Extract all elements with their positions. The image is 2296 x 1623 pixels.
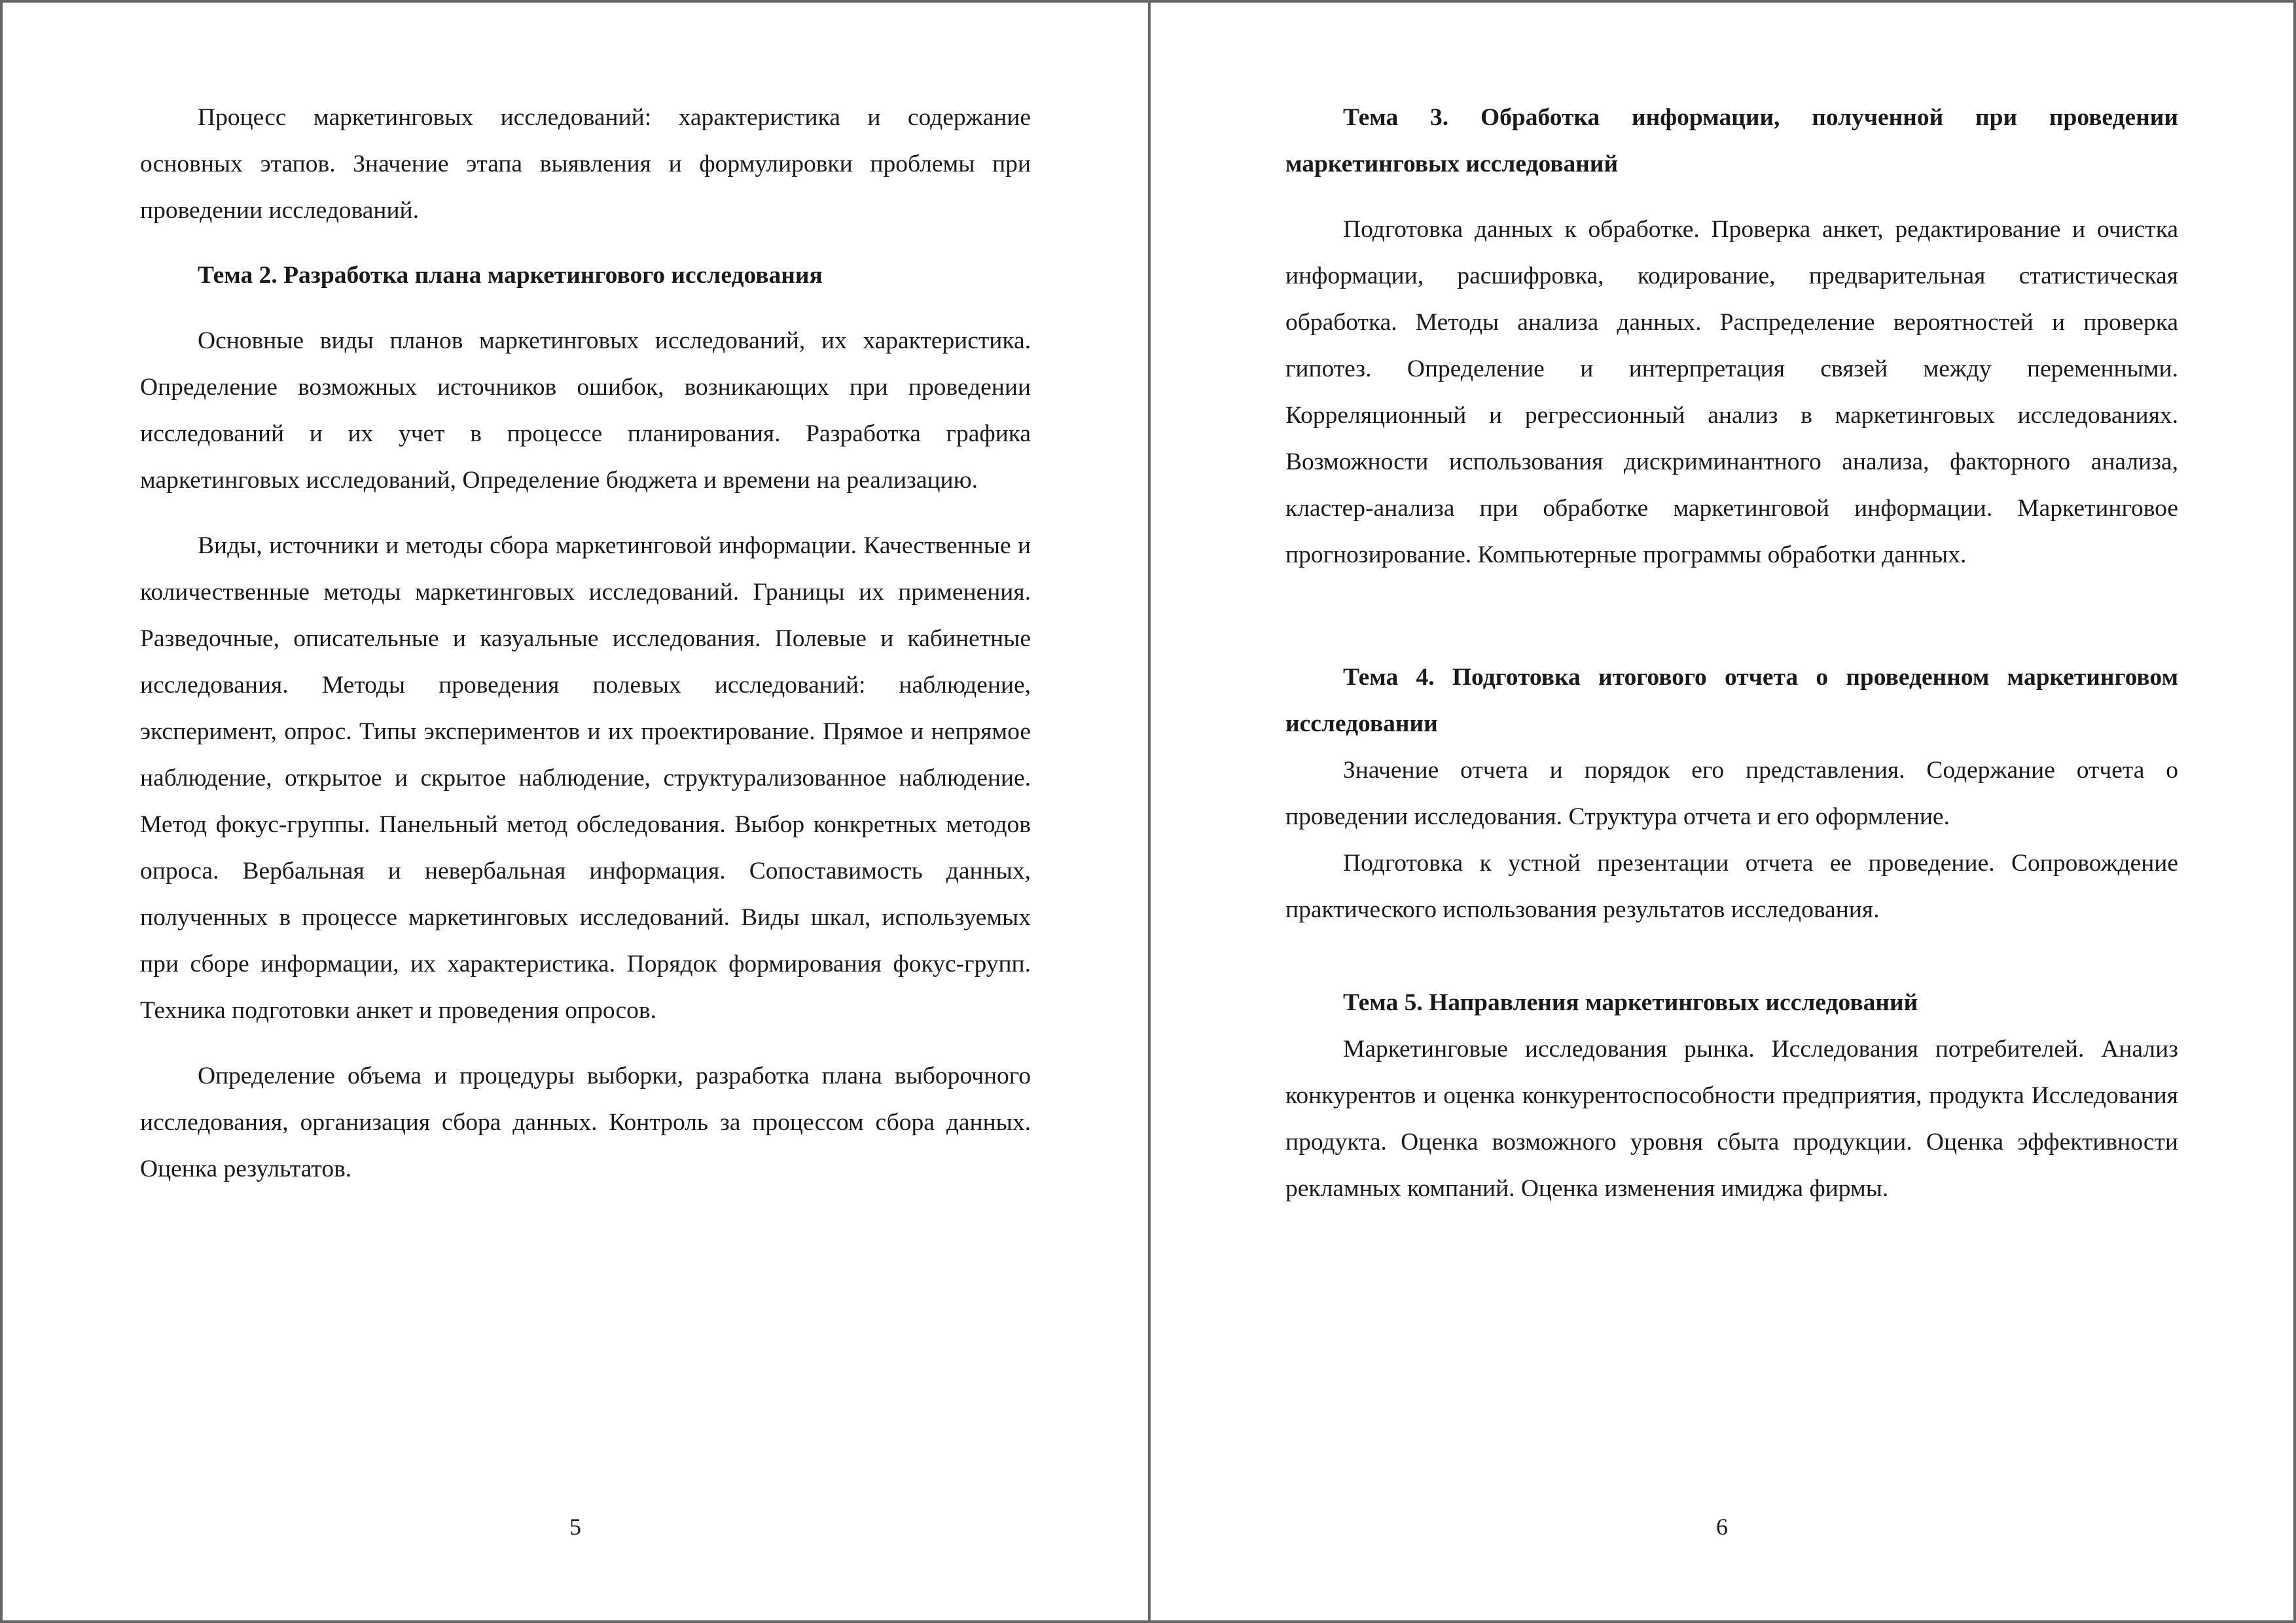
page-5-content <box>140 3 1031 1192</box>
topic-2-heading: Тема 2. Разработка плана маркетингового исследования <box>198 262 823 289</box>
page-number: 6 <box>1716 1514 1728 1540</box>
paragraph: Определение объема и процедуры выборки, разработка плана выборочного исследования, организация сбора данных. Контроль за процессом сбора данных. Оценка результатов. <box>140 1063 1031 1182</box>
paragraph: Основные виды планов маркетинговых исследований, их характеристика. Определение возможных источников ошибок, возникающих при проведении исследований и их учет в процессе планирования. Разработка графика маркетинговых исследований, Определение бюджета и времени на реализацию. <box>140 327 1031 494</box>
page-6-content <box>1285 3 2178 1212</box>
paragraph: Подготовка данных к обработке. Проверка анкет, редактирование и очистка информации, расшифровка, кодирование, предварительная статистическая обработка. Методы анализа данных. Распределение вероятностей и проверка гипотез. Определение и интерпретация связей между переменными. Корреляционный и регрессионный анализ в маркетинговых исследованиях. Возможности использования дискриминантного анализа, факторного анализа, кластер-анализа при обработке маркетинговой информации. Маркетинговое прогнозирование. Компьютерные программы обработки данных. <box>1285 216 2178 568</box>
paragraph: Значение отчета и порядок его представления. Содержание отчета о проведении исследования. Структура отчета и его оформление. <box>1285 757 2178 830</box>
paragraph: Подготовка к устной презентации отчета ее проведение. Сопровождение практического использования результатов исследования. <box>1285 850 2178 923</box>
paragraph: Маркетинговые исследования рынка. Исследования потребителей. Анализ конкурентов и оценка конкурентоспособности предприятия, продукта Исследования продукта. Оценка возможного уровня сбыта продукции. Оценка эффективности рекламных компаний. Оценка изменения имиджа фирмы. <box>1285 1036 2178 1202</box>
topic-4-heading: Тема 4. Подготовка итогового отчета о проведенном маркетинговом исследовании <box>1285 664 2178 737</box>
paragraph: Процесс маркетинговых исследований: характеристика и содержание основных этапов. Значение этапа выявления и формулировки проблемы при проведении исследований. <box>140 104 1031 224</box>
topic-5-heading: Тема 5. Направления маркетинговых исследований <box>1343 989 1918 1016</box>
page-6 <box>1148 0 2296 1623</box>
page-number: 5 <box>569 1514 581 1540</box>
paragraph: Виды, источники и методы сбора маркетинговой информации. Качественные и количественные методы маркетинговых исследований. Границы их применения. Разведочные, описательные и казуальные исследования. Полевые и кабинетные исследования. Методы проведения полевых исследований: наблюдение, эксперимент, опрос. Типы экспериментов и их проектирование. Прямое и непрямое наблюдение, открытое и скрытое наблюдение, структурализованное наблюдение. Метод фокус-группы. Панельный метод обследования. Выбор конкретных методов опроса. Вербальная и невербальная информация. Сопоставимость данных, полученных в процессе маркетинговых исследований. Виды шкал, используемых при сборе информации, их характеристика. Порядок формирования фокус-групп. Техника подготовки анкет и проведения опросов. <box>140 532 1031 1024</box>
topic-3-heading: Тема 3. Обработка информации, полученной при проведении маркетинговых исследований <box>1285 104 2178 177</box>
